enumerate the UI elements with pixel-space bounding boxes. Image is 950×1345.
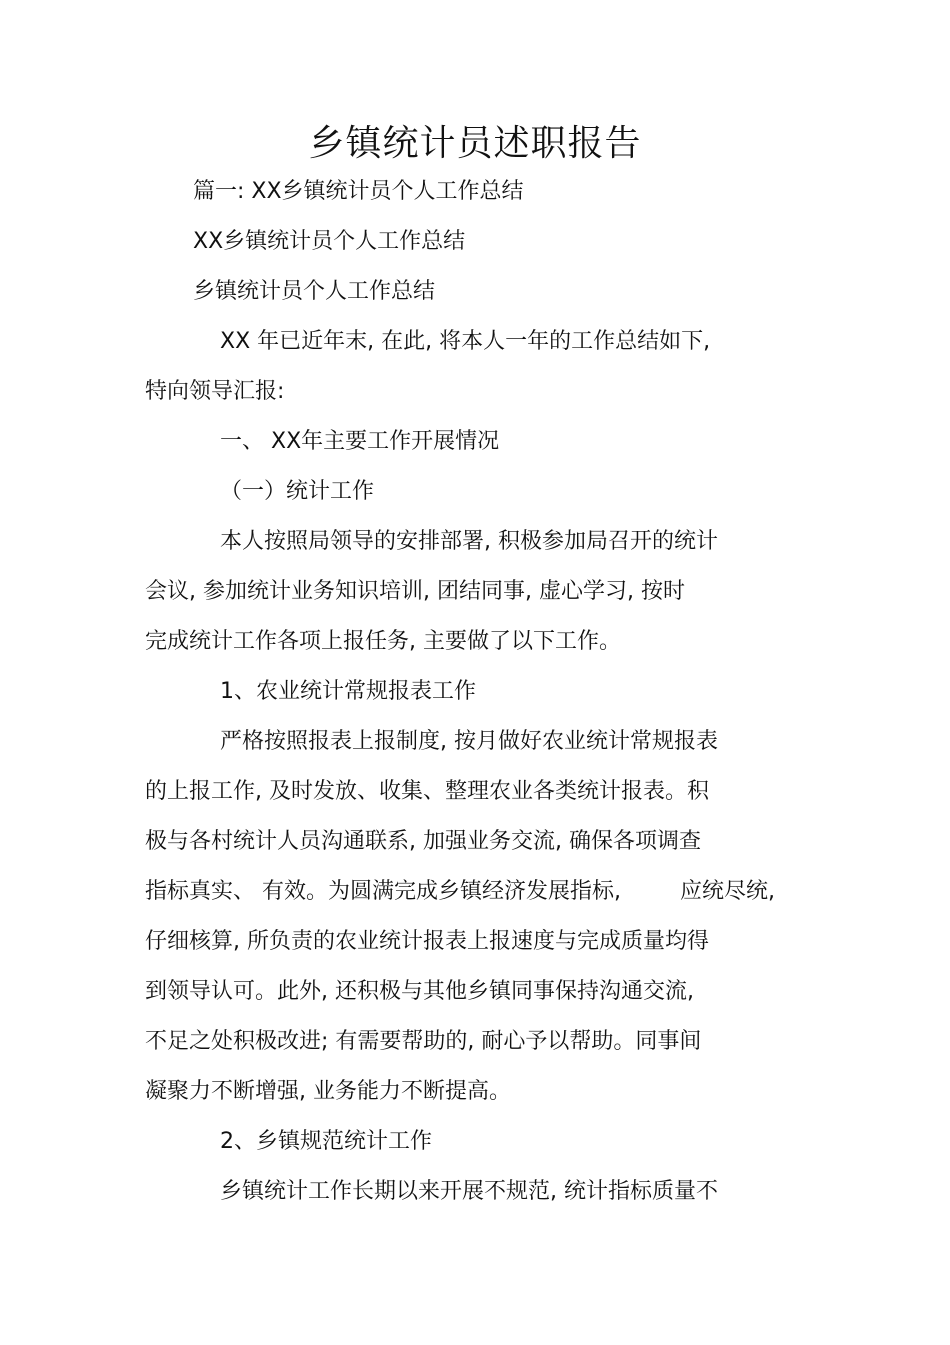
- heading-line: 一、 XX年主要工作开展情况: [220, 429, 500, 454]
- paragraph-line: XX 年已近年末, 在此, 将本人一年的工作总结如下,: [220, 329, 711, 354]
- paragraph-line: 指标真实、 有效。为圆满完成乡镇经济发展指标,: [145, 879, 621, 904]
- subtitle-line: XX乡镇统计员个人工作总结: [193, 229, 466, 254]
- heading-line: 2、乡镇规范统计工作: [220, 1129, 432, 1154]
- heading-line: 1、农业统计常规报表工作: [220, 679, 476, 704]
- paragraph-line: 严格按照报表上报制度, 按月做好农业统计常规报表: [220, 729, 718, 754]
- paragraph-line: 到领导认可。此外, 还积极与其他乡镇同事保持沟通交流,: [145, 979, 694, 1004]
- paragraph-line: 不足之处积极改进; 有需要帮助的, 耐心予以帮助。同事间: [145, 1029, 702, 1054]
- paragraph-line-tail: 应统尽统,: [680, 879, 775, 904]
- paragraph-line: 的上报工作, 及时发放、收集、整理农业各类统计报表。积: [145, 779, 709, 804]
- heading-line: （一）统计工作: [220, 479, 375, 504]
- paragraph-line: 极与各村统计人员沟通联系, 加强业务交流, 确保各项调查: [145, 829, 701, 854]
- paragraph-line: 凝聚力不断增强, 业务能力不断提高。: [145, 1079, 511, 1104]
- paragraph-line: 会议, 参加统计业务知识培训, 团结同事, 虚心学习, 按时: [145, 579, 685, 604]
- document-title: 乡镇统计员述职报告: [308, 123, 642, 164]
- paragraph-line: 本人按照局领导的安排部署, 积极参加局召开的统计: [220, 529, 718, 554]
- paragraph-line: 完成统计工作各项上报任务, 主要做了以下工作。: [145, 629, 621, 654]
- paragraph-line: 仔细核算, 所负责的农业统计报表上报速度与完成质量均得: [145, 929, 709, 954]
- paragraph-line: 乡镇统计工作长期以来开展不规范, 统计指标质量不: [220, 1179, 718, 1204]
- subtitle-line: 乡镇统计员个人工作总结: [193, 279, 436, 304]
- paragraph-line: 特向领导汇报:: [145, 379, 285, 404]
- section-heading: 篇一: XX乡镇统计员个人工作总结: [193, 179, 524, 204]
